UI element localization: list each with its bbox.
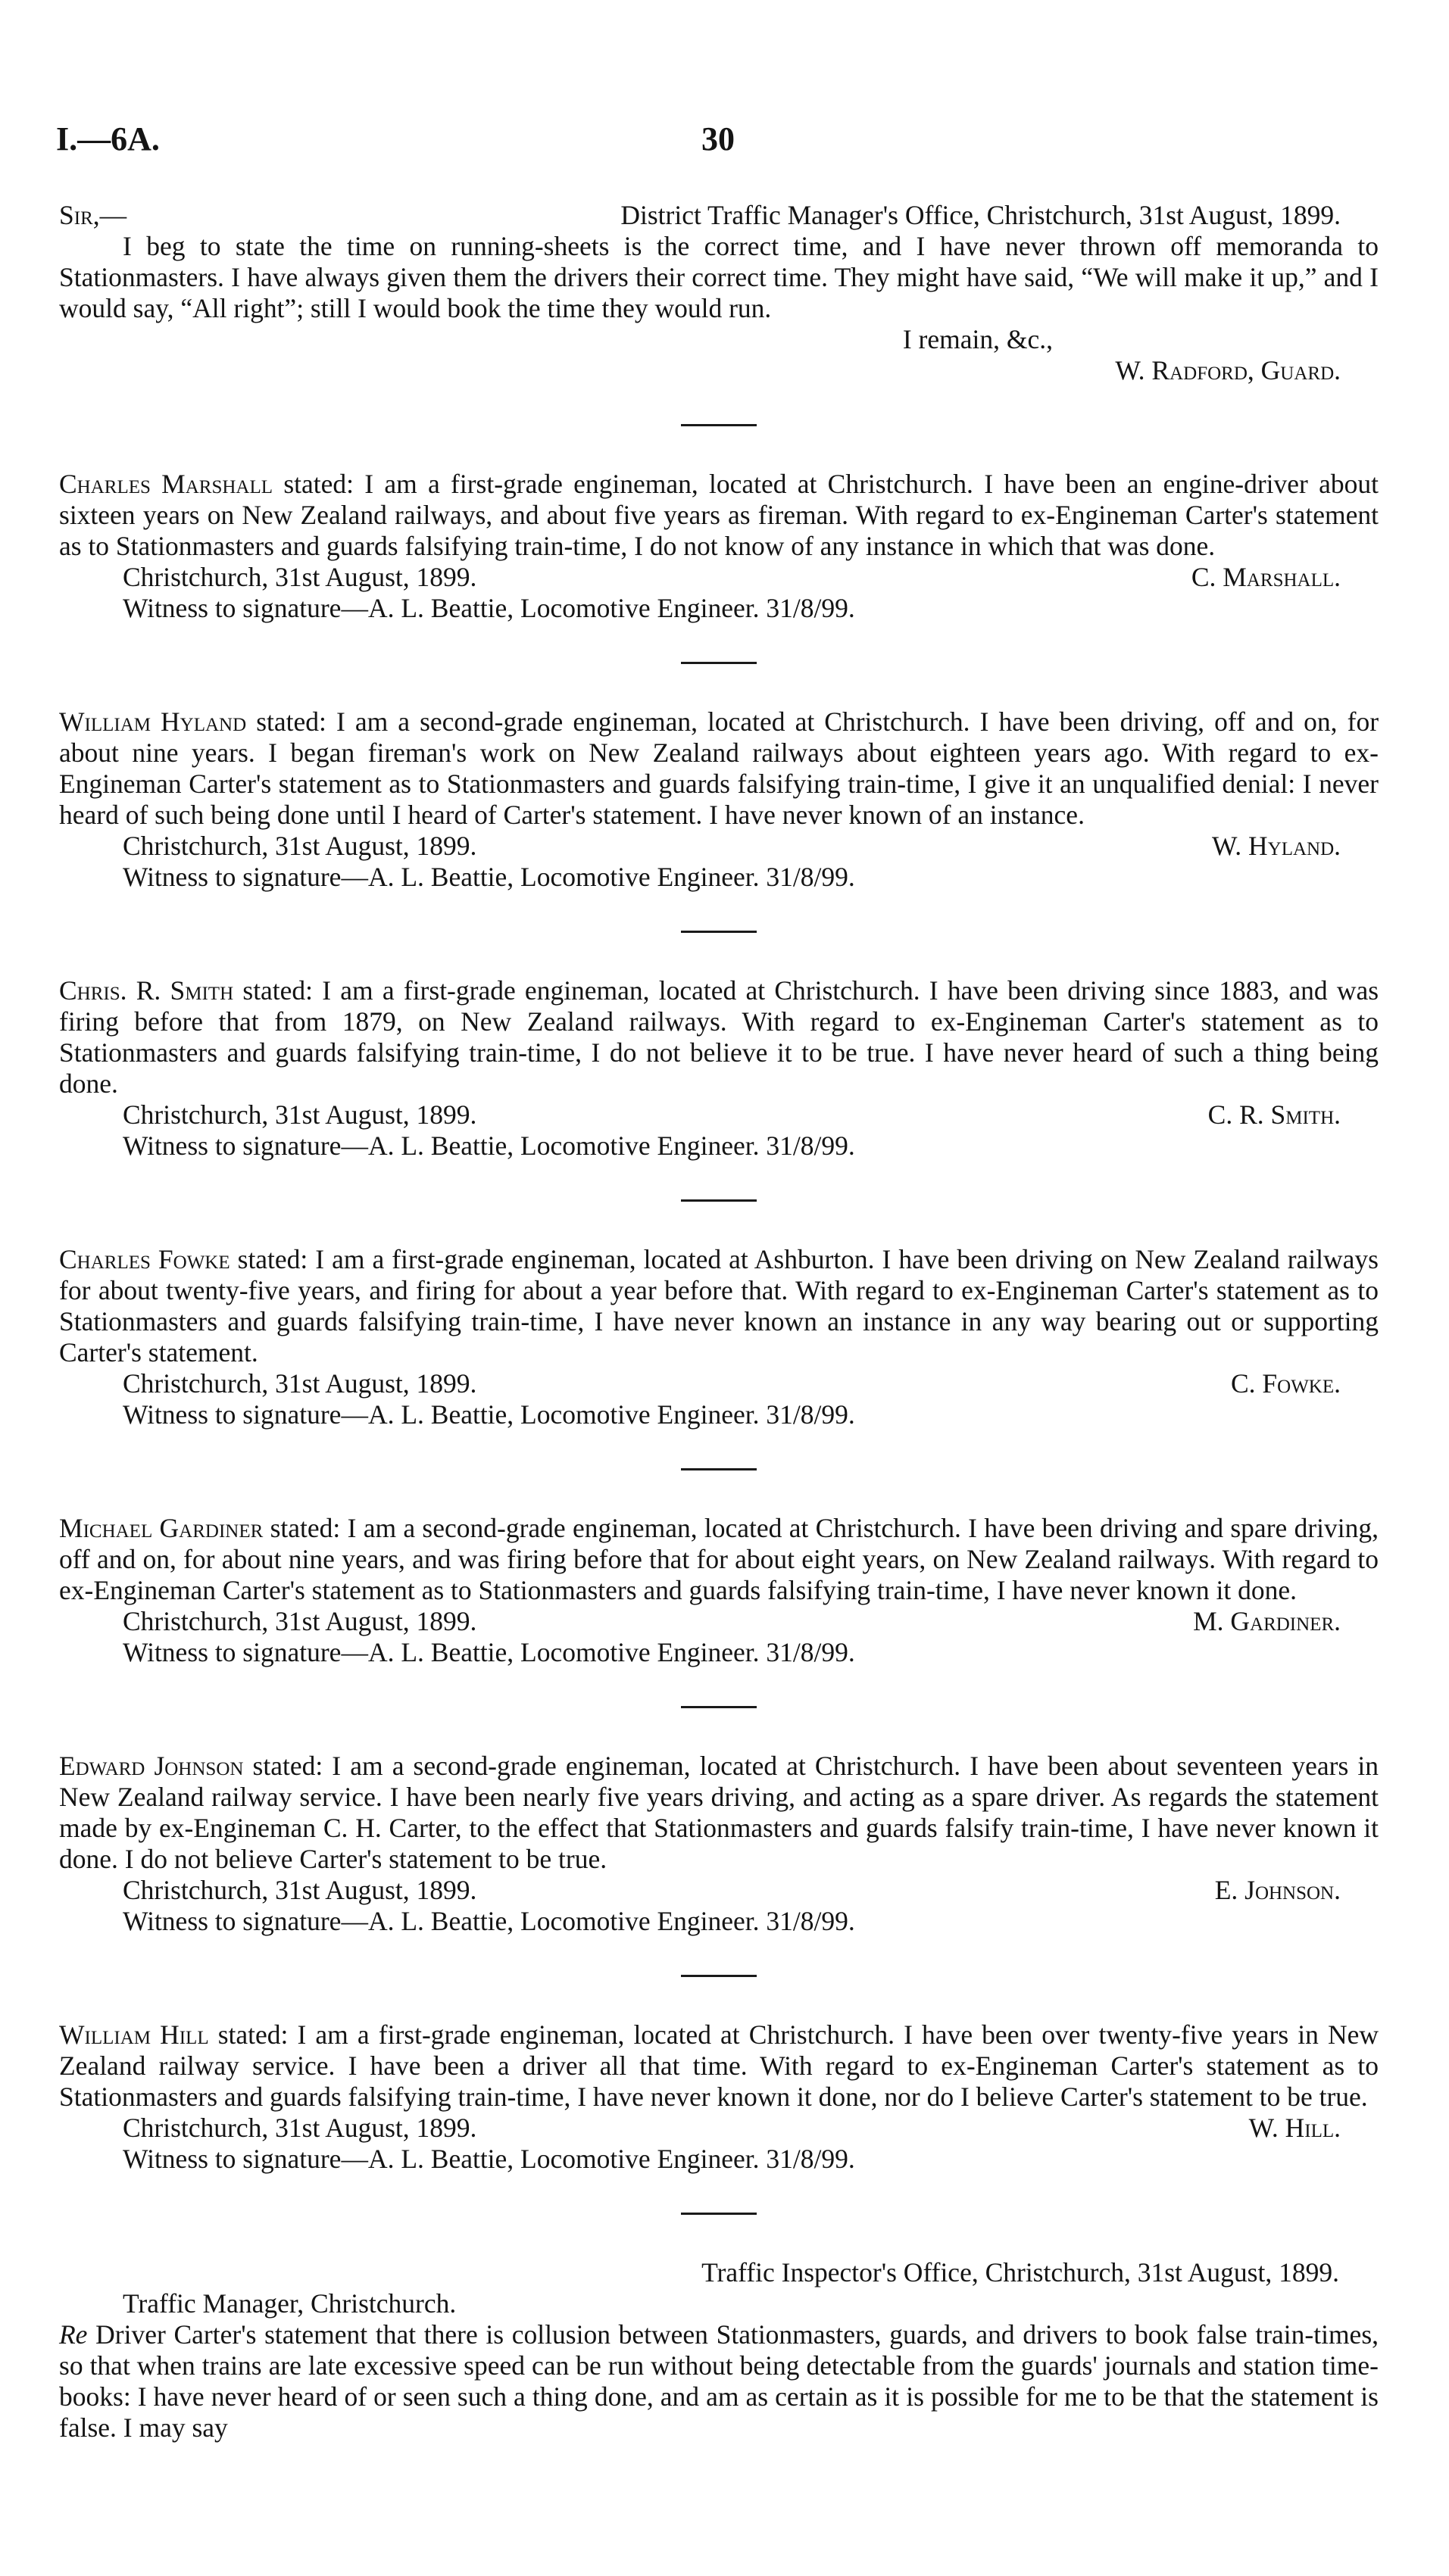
section-divider: [681, 1199, 757, 1202]
letter-dateline: District Traffic Manager's Office, Christchurch, 31st August, 1899.: [620, 200, 1341, 230]
letter-signature: W. Radford, Guard.: [1115, 355, 1341, 385]
statement-text: [59, 2019, 1379, 2113]
page-header: [56, 120, 1393, 173]
statement-location-line: [59, 562, 1379, 593]
letter-body: I beg to state the time on running-sheets is the correct time, and I have never thrown off memoranda to Stationmasters. I have always given them the drivers their correct time. They might have said, “We will make it up,” and I would say, “All right”; still I would book the time they would run.: [59, 231, 1379, 323]
statement-witness: Witness to signature—A. L. Beattie, Locomotive Engineer. 31/8/99.: [123, 593, 855, 623]
salutation: Sir,—: [59, 200, 127, 230]
statement-hyland: [59, 706, 1379, 893]
statement-body: stated: I am a first-grade engineman, located at Christchurch. I have been driving since 1883, and was firing before that from 1879, on New Zealand railways. With regard to ex-Engineman Carter's statement as to Stationmasters and guards falsifying train-time, I do not believe it to be true. I have never heard of such a thing being done.: [59, 975, 1379, 1099]
statement-place-date: Christchurch, 31st August, 1899.: [123, 1606, 477, 1636]
statement-place-date: Christchurch, 31st August, 1899.: [123, 1875, 477, 1905]
radford-letter: [59, 200, 1379, 386]
statement-witness: Witness to signature—A. L. Beattie, Locomotive Engineer. 31/8/99.: [123, 1637, 855, 1667]
page-reference: I.—6A.: [56, 120, 160, 157]
statement-signature: C. Marshall.: [1191, 562, 1341, 592]
statement-location-line: [59, 1099, 1379, 1131]
statement-name: William Hyland: [59, 706, 247, 737]
statement-witness: Witness to signature—A. L. Beattie, Locomotive Engineer. 31/8/99.: [123, 1906, 855, 1936]
inspector-dateline: Traffic Inspector's Office, Christchurch, 31st August, 1899.: [701, 2257, 1339, 2288]
statement-place-date: Christchurch, 31st August, 1899.: [123, 562, 477, 592]
statement-place-date: Christchurch, 31st August, 1899.: [123, 1099, 477, 1130]
statement-name: Edward Johnson: [59, 1751, 244, 1781]
statement-text: [59, 469, 1379, 562]
statement-name: Michael Gardiner: [59, 1513, 264, 1543]
inspector-body-paragraph: [59, 2319, 1379, 2443]
statement-text: [59, 975, 1379, 1099]
statement-body: stated: I am a first-grade engineman, located at Christchurch. I have been over twenty-five years in New Zealand railway service. I have been a driver all that time. With regard to ex-Engineman Carter's statement as to Stationmasters and guards falsifying train-time, I have never known it done, nor do I believe Carter's statement to be true.: [59, 2019, 1379, 2112]
statement-name: Charles Marshall: [59, 469, 273, 499]
letter-heading: [59, 200, 1379, 231]
statement-body: stated: I am a second-grade engineman, located at Christchurch. I have been driving and spare driving, off and on, for about nine years, and was firing before that for about eight years, on New Zealand railways. With regard to ex-Engineman Carter's statement as to Stationmasters and guards falsifying train-time, I have never known it done.: [59, 1513, 1379, 1605]
page-number: 30: [701, 120, 735, 157]
inspector-addressee: Traffic Manager, Christchurch.: [123, 2288, 457, 2319]
statement-signature: W. Hill.: [1248, 2113, 1341, 2143]
statement-place-date: Christchurch, 31st August, 1899.: [123, 1368, 477, 1399]
letter-closing: I remain, &c.,: [902, 324, 1053, 354]
statement-location-line: [59, 1368, 1379, 1399]
statement-witness: Witness to signature—A. L. Beattie, Locomotive Engineer. 31/8/99.: [123, 862, 855, 892]
statement-fowke: [59, 1244, 1379, 1430]
statement-location-line: [59, 1875, 1379, 1906]
statement-text: [59, 1513, 1379, 1606]
statement-witness: Witness to signature—A. L. Beattie, Locomotive Engineer. 31/8/99.: [123, 1399, 855, 1430]
inspector-body: Driver Carter's statement that there is collusion between Stationmasters, guards, and drivers to book false train-times, so that when trains are late excessive speed can be run without being detectable from the guards' journals and station time-books: I have never heard of or seen such a thing done, and am as certain as it is possible for me to be that the statement is false. I may say: [59, 2319, 1379, 2443]
statement-place-date: Christchurch, 31st August, 1899.: [123, 831, 477, 861]
statement-name: William Hill: [59, 2019, 209, 2050]
section-divider: [681, 662, 757, 664]
statement-location-line: [59, 1606, 1379, 1637]
statement-marshall: [59, 469, 1379, 624]
statement-name: Chris. R. Smith: [59, 975, 234, 1006]
traffic-inspector-letter: [59, 2257, 1379, 2443]
statement-signature: C. Fowke.: [1230, 1368, 1341, 1399]
statement-body: stated: I am a first-grade engineman, located at Ashburton. I have been driving on New Zealand railways for about twenty-five years, and firing for about a year before that. With regard to ex-Engineman Carter's statement as to Stationmasters and guards falsifying train-time, I have never known an instance in any way bearing out or supporting Carter's statement.: [59, 1244, 1379, 1368]
section-divider: [681, 424, 757, 426]
statement-johnson: [59, 1751, 1379, 1937]
statement-hill: [59, 2019, 1379, 2175]
page-content: [59, 200, 1379, 2443]
re-label: Re: [59, 2319, 88, 2350]
statement-location-line: [59, 831, 1379, 862]
section-divider: [681, 1975, 757, 1977]
statement-witness: Witness to signature—A. L. Beattie, Locomotive Engineer. 31/8/99.: [123, 2144, 855, 2174]
section-divider: [681, 1468, 757, 1470]
statement-signature: M. Gardiner.: [1193, 1606, 1341, 1636]
section-divider: [681, 1706, 757, 1708]
section-divider: [681, 931, 757, 933]
statement-body: stated: I am a second-grade engineman, located at Christchurch. I have been driving, off and on, for about nine years. I began fireman's work on New Zealand railways about eighteen years ago. With regard to ex-Engineman Carter's statement as to Stationmasters and guards falsifying train-time, I give it an unqualified denial: I never heard of such being done until I heard of Carter's statement. I have never known of an instance.: [59, 706, 1379, 830]
statement-body: stated: I am a second-grade engineman, located at Christchurch. I have been about seventeen years in New Zealand railway service. I have been nearly five years driving, and acting as a spare driver. As regards the statement made by ex-Engineman C. H. Carter, to the effect that Stationmasters and guards falsify train-time, I have never known it done. I do not believe Carter's statement to be true.: [59, 1751, 1379, 1874]
statement-signature: C. R. Smith.: [1207, 1099, 1341, 1130]
statement-body: stated: I am a first-grade engineman, located at Christchurch. I have been an engine-driver about sixteen years on New Zealand railways, and about five years as fireman. With regard to ex-Engineman Carter's statement as to Stationmasters and guards falsifying train-time, I do not know of any instance in which that was done.: [59, 469, 1379, 561]
statement-gardiner: [59, 1513, 1379, 1668]
statement-location-line: [59, 2113, 1379, 2144]
statement-text: [59, 1244, 1379, 1368]
statement-name: Charles Fowke: [59, 1244, 230, 1274]
statement-witness: Witness to signature—A. L. Beattie, Locomotive Engineer. 31/8/99.: [123, 1131, 855, 1161]
statement-text: [59, 1751, 1379, 1875]
statement-signature: W. Hyland.: [1212, 831, 1341, 861]
statement-signature: E. Johnson.: [1214, 1875, 1341, 1905]
statement-place-date: Christchurch, 31st August, 1899.: [123, 2113, 477, 2143]
statement-text: [59, 706, 1379, 831]
section-divider: [681, 2213, 757, 2215]
statement-smith: [59, 975, 1379, 1162]
